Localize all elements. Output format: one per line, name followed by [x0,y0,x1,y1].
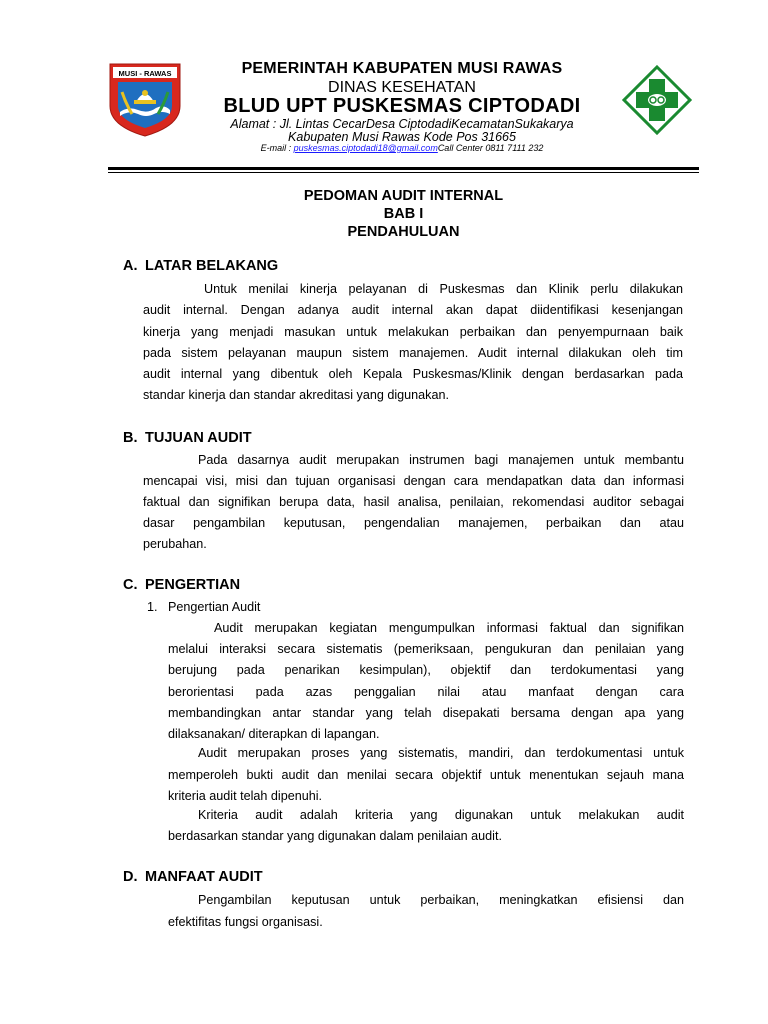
puskesmas-logo [622,65,692,135]
section-a-line: standar kinerja dan standar akreditasi yang digunakan. [143,388,449,402]
letterhead-government: PEMERINTAH KABUPATEN MUSI RAWAS [241,60,563,77]
chapter-number: BAB I [383,206,424,222]
section-b-line: perubahan. [143,537,207,551]
email-link[interactable]: puskesmas.ciptodadi18@gmail.com [293,143,438,153]
section-c-heading: C. PENGERTIAN [123,577,241,593]
logo-banner-text: MUSI - RAWAS [118,69,172,78]
section-a-line: Untuk menilai kinerja pelayanan di Puskesmas dan Klinik perlu dilakukan [204,282,683,296]
letterhead-divider-thin [108,172,699,173]
section-c-line: Audit merupakan proses yang sistematis, mandiri, dan terdokumentasi untuk [198,746,684,760]
call-center: Call Center 0811 7111 232 [437,143,544,153]
section-c-line: melalui interaksi secara sistematis (pemeriksaan, pengukuran dan penilaian yang [168,642,684,656]
section-b-line: Pada dasarnya audit merupakan instrumen bagi manajemen untuk membantu [198,453,684,467]
chapter-title: PENDAHULUAN [347,224,460,240]
section-a-line: kinerja yang menjadi masukan untuk melakukan perbaikan dan penyempurnaan baik [143,325,683,339]
section-c-line: kriteria audit telah dipenuhi. [168,789,323,803]
letterhead-contact [186,143,618,153]
section-c-line: dilaksanakan/ diterapkan di lapangan. [168,727,380,741]
section-d-heading: D. MANFAAT AUDIT [123,869,263,885]
document-title: PEDOMAN AUDIT INTERNAL [303,188,504,204]
section-c-line: Kriteria audit adalah kriteria yang digunakan untuk melakukan audit [198,808,684,822]
letterhead-address-line1: Alamat : Jl. Lintas CecarDesa CiptodadiKecamatanSukakarya [230,117,574,131]
section-b-line: faktual dan signifikan berupa data, hasil analisa, penilaian, rekomendasi auditor sebagai [143,495,684,509]
letterhead-department: DINAS KESEHATAN [328,79,476,96]
section-d-line: Pengambilan keputusan untuk perbaikan, meningkatkan efisiensi dan [198,893,684,907]
letterhead-institution: BLUD UPT PUSKESMAS CIPTODADI [223,95,581,117]
section-b-line: mencapai visi, misi dan tujuan organisasi dengan cara mendapatkan data dan informasi [143,474,684,488]
section-b-line: dasar pengambilan keputusan, pengendalian manajemen, perbaikan dan atau [143,516,684,530]
section-b-heading: B. TUJUAN AUDIT [123,430,252,446]
email-label: E-mail : [260,143,294,153]
section-c-line: berorientasi pada azas penggalian nilai atau manfaat dengan cara [168,685,684,699]
section-c-line: memperoleh bukti audit dan menilai secara objektif untuk menentukan sejauh mana [168,768,684,782]
letterhead-address-line2: Kabupaten Musi Rawas Kode Pos 31665 [288,130,516,144]
section-c-line: Audit merupakan kegiatan mengumpulkan informasi faktual dan signifikan [214,621,684,635]
section-a-line: audit internal. Dengan adanya audit internal akan dapat diidentifikasi kesenjangan [143,303,683,317]
sub-item-number: 1. [147,600,158,614]
section-d-line: efektifitas fungsi organisasi. [168,915,323,929]
section-c-line: berujung pada penarikan kesimpulan), objektif dan terdokumentasi yang [168,663,684,677]
sub-item-label: Pengertian Audit [168,600,261,614]
section-a-line: pada sistem pelayanan maupun sistem manajemen. Audit internal dilakukan oleh tim [143,346,683,360]
section-c-line: membandingkan antar standar yang telah disepakati bersama dengan apa yang [168,706,684,720]
section-c-line: berdasarkan standar yang digunakan dalam penilaian audit. [168,829,502,843]
section-a-heading: A. LATAR BELAKANG [123,258,279,274]
section-a-line: audit internal yang dibentuk oleh Kepala Puskesmas/Klinik dengan berdasarkan pada [143,367,683,381]
letterhead-divider-thick [108,167,699,170]
musi-rawas-logo [108,62,182,138]
